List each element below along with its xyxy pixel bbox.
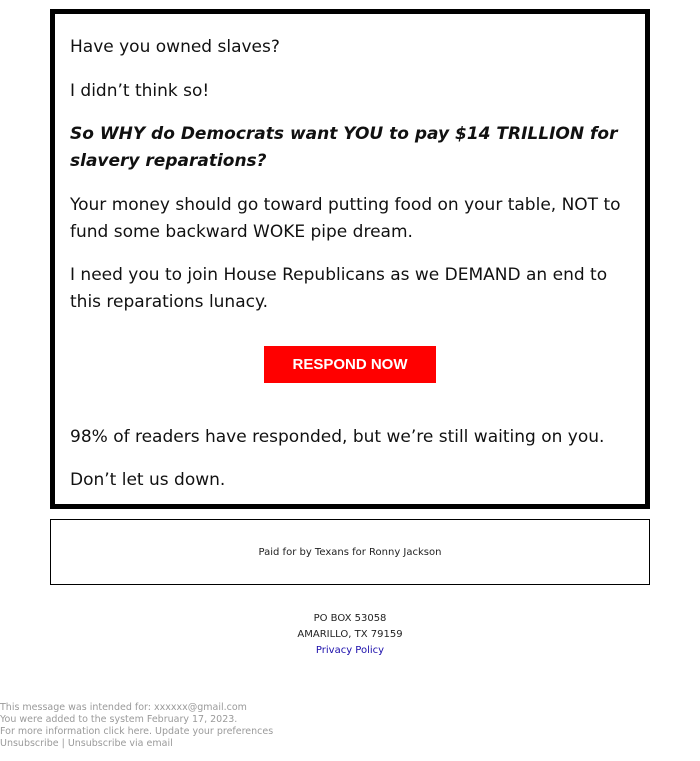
message-headline: So WHY do Democrats want YOU to pay $14 TRILLION for slavery reparations? — [70, 124, 618, 171]
unsubscribe-separator: | — [58, 738, 68, 749]
email-footer — [0, 702, 700, 750]
mailing-address — [0, 611, 700, 659]
unsubscribe-link[interactable]: Unsubscribe — [0, 738, 59, 749]
more-info-text[interactable]: For more information click here. Update your preferences — [0, 726, 274, 737]
address-line-1: PO BOX 53058 — [313, 613, 387, 624]
cta-container — [70, 346, 630, 383]
added-date-text: You were added to the system February 17, 2023. — [0, 714, 238, 725]
paid-for-text: Paid for by Texans for Ronny Jackson — [258, 547, 442, 558]
message-box — [50, 9, 650, 509]
paid-for-disclaimer-box — [50, 519, 650, 585]
message-paragraph-4: Your money should go toward putting food on your table, NOT to fund some backward WOKE pipe dream. — [70, 195, 621, 242]
message-paragraph-7: Don’t let us down. — [70, 470, 226, 490]
intended-for-text: This message was intended for: xxxxxx@gmail.com — [0, 702, 247, 713]
message-paragraph-6: 98% of readers have responded, but we’re still waiting on you. — [70, 427, 605, 447]
privacy-policy-link[interactable]: Privacy Policy — [315, 645, 385, 656]
unsubscribe-via-email-link[interactable]: Unsubscribe via email — [67, 738, 173, 749]
respond-now-button[interactable]: RESPOND NOW — [264, 346, 436, 383]
message-paragraph-1: Have you owned slaves? — [70, 37, 280, 57]
message-paragraph-2: I didn’t think so! — [70, 81, 210, 101]
unsubscribe-row — [0, 738, 700, 750]
message-paragraph-5: I need you to join House Republicans as we DEMAND an end to this reparations lunacy. — [70, 265, 608, 312]
address-line-2: AMARILLO, TX 79159 — [297, 629, 403, 640]
